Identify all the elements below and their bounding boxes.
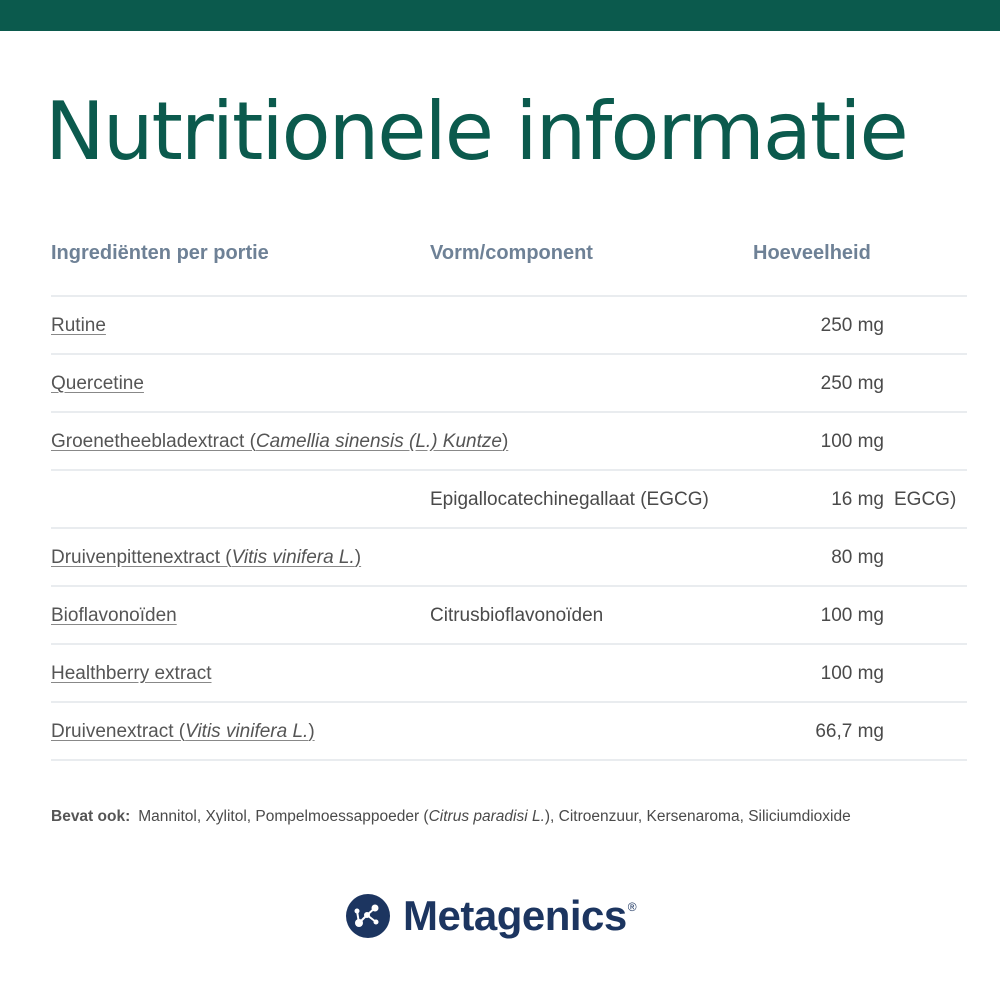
amount-cell: 100 mg: [820, 663, 884, 684]
amount-cell: 100 mg: [820, 605, 884, 626]
amount-note: EGCG): [894, 489, 957, 510]
nutrition-table: [51, 226, 967, 761]
brand-name: Metagenics: [403, 892, 627, 939]
top-brand-bar: [0, 0, 1000, 31]
latin-name: Camellia sinensis (L.) Kuntze: [255, 431, 502, 452]
ingredient-link[interactable]: Bioflavonoïden: [51, 605, 177, 626]
ingredient-link[interactable]: Healthberry extract: [51, 663, 212, 684]
also-contains-label: Bevat ook:: [51, 808, 131, 825]
amount-cell: 250 mg: [820, 315, 884, 336]
table-row: [51, 529, 967, 587]
amount-cell: 250 mg: [820, 373, 884, 394]
amount-cell: 100 mg: [820, 431, 884, 452]
ingredient-link[interactable]: Groenetheebladextract (Camellia sinensis (L.) Kuntze): [51, 431, 509, 452]
ingredient-link[interactable]: Druivenpittenextract (Vitis vinifera L.): [51, 547, 362, 568]
form-cell: Epigallocatechinegallaat (EGCG): [430, 489, 709, 510]
registered-mark: ®: [627, 900, 637, 914]
form-cell: Citrusbioflavonoïden: [430, 605, 604, 626]
amount-cell: 80 mg: [831, 547, 884, 568]
ingredient-link[interactable]: Rutine: [51, 315, 106, 336]
table-row: [51, 471, 967, 529]
latin-name: Vitis vinifera L.: [185, 721, 309, 742]
latin-name: Citrus paradisi L.: [428, 808, 545, 825]
ingredient-link[interactable]: Druivenextract (Vitis vinifera L.): [51, 721, 315, 742]
table-row: [51, 297, 967, 355]
page-title: Nutritionele informatie: [45, 85, 907, 178]
column-header-form: Vorm/component: [430, 242, 593, 264]
ingredient-link[interactable]: Quercetine: [51, 373, 144, 394]
table-row: [51, 645, 967, 703]
latin-name: Vitis vinifera L.: [231, 547, 355, 568]
table-header-row: [51, 226, 967, 297]
column-header-ingredients: Ingrediënten per portie: [51, 242, 269, 264]
table-row: [51, 587, 967, 645]
table-row: [51, 703, 967, 761]
also-contains: Bevat ook: Mannitol, Xylitol, Pompelmoessappoeder (Citrus paradisi L.), Citroenzuur, Kersenaroma, Siliciumdioxide: [51, 808, 851, 825]
molecule-logo-icon: [345, 893, 391, 939]
table-row: [51, 355, 967, 413]
table-row: [51, 413, 967, 471]
amount-cell: 66,7 mg: [815, 721, 884, 742]
brand-logo: [345, 890, 637, 942]
column-header-amount: Hoeveelheid: [753, 242, 871, 264]
amount-cell: 16 mg: [831, 489, 884, 510]
